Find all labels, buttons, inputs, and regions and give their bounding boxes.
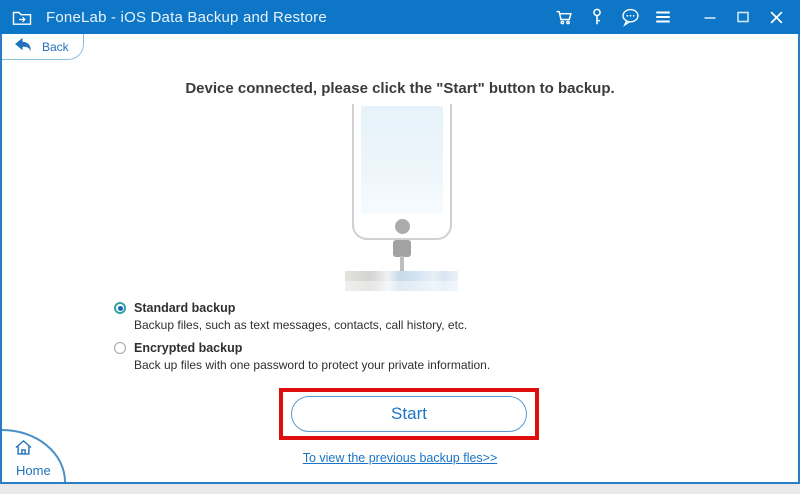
hamburger-menu-icon[interactable] bbox=[651, 5, 675, 29]
back-button[interactable] bbox=[2, 34, 84, 60]
option-standard-backup[interactable] bbox=[114, 301, 490, 332]
connected-device-illustration bbox=[352, 104, 452, 240]
previous-backups-link[interactable]: To view the previous backup fles>> bbox=[302, 451, 498, 465]
radio-standard-backup[interactable] bbox=[114, 302, 126, 314]
usb-connector bbox=[393, 240, 411, 257]
previous-backups-link-row bbox=[2, 449, 798, 467]
start-button[interactable]: Start bbox=[291, 396, 527, 432]
key-icon[interactable] bbox=[585, 5, 609, 29]
close-icon[interactable] bbox=[764, 5, 788, 29]
encrypted-backup-label: Encrypted backup bbox=[134, 341, 243, 355]
desktop-background bbox=[0, 484, 800, 494]
minimize-icon[interactable] bbox=[698, 5, 722, 29]
page-title: Device connected, please click the "Start" button to backup. bbox=[185, 80, 615, 97]
annotation-highlight-box bbox=[279, 388, 539, 440]
phone-screen bbox=[361, 106, 443, 214]
phone-home-button bbox=[395, 219, 410, 234]
maximize-icon[interactable] bbox=[731, 5, 755, 29]
shopping-cart-icon[interactable] bbox=[552, 5, 576, 29]
encrypted-backup-description: Back up files with one password to protect your private information. bbox=[134, 358, 491, 372]
usb-cable bbox=[400, 256, 404, 271]
home-label: Home bbox=[16, 463, 51, 478]
titlebar bbox=[0, 0, 800, 34]
radio-encrypted-backup[interactable] bbox=[114, 342, 126, 354]
backup-type-options bbox=[114, 301, 490, 381]
home-button[interactable] bbox=[2, 429, 66, 482]
redacted-device-name bbox=[345, 271, 458, 291]
home-icon bbox=[14, 439, 33, 461]
back-arrow-icon bbox=[14, 37, 32, 57]
folder-backup-icon bbox=[12, 8, 32, 26]
standard-backup-description: Backup files, such as text messages, contacts, call history, etc. bbox=[134, 318, 468, 332]
window-title: FoneLab - iOS Data Backup and Restore bbox=[46, 8, 327, 26]
chat-bubble-icon[interactable] bbox=[618, 5, 642, 29]
standard-backup-label: Standard backup bbox=[134, 301, 236, 315]
back-label: Back bbox=[42, 39, 69, 54]
option-encrypted-backup[interactable] bbox=[114, 341, 490, 372]
